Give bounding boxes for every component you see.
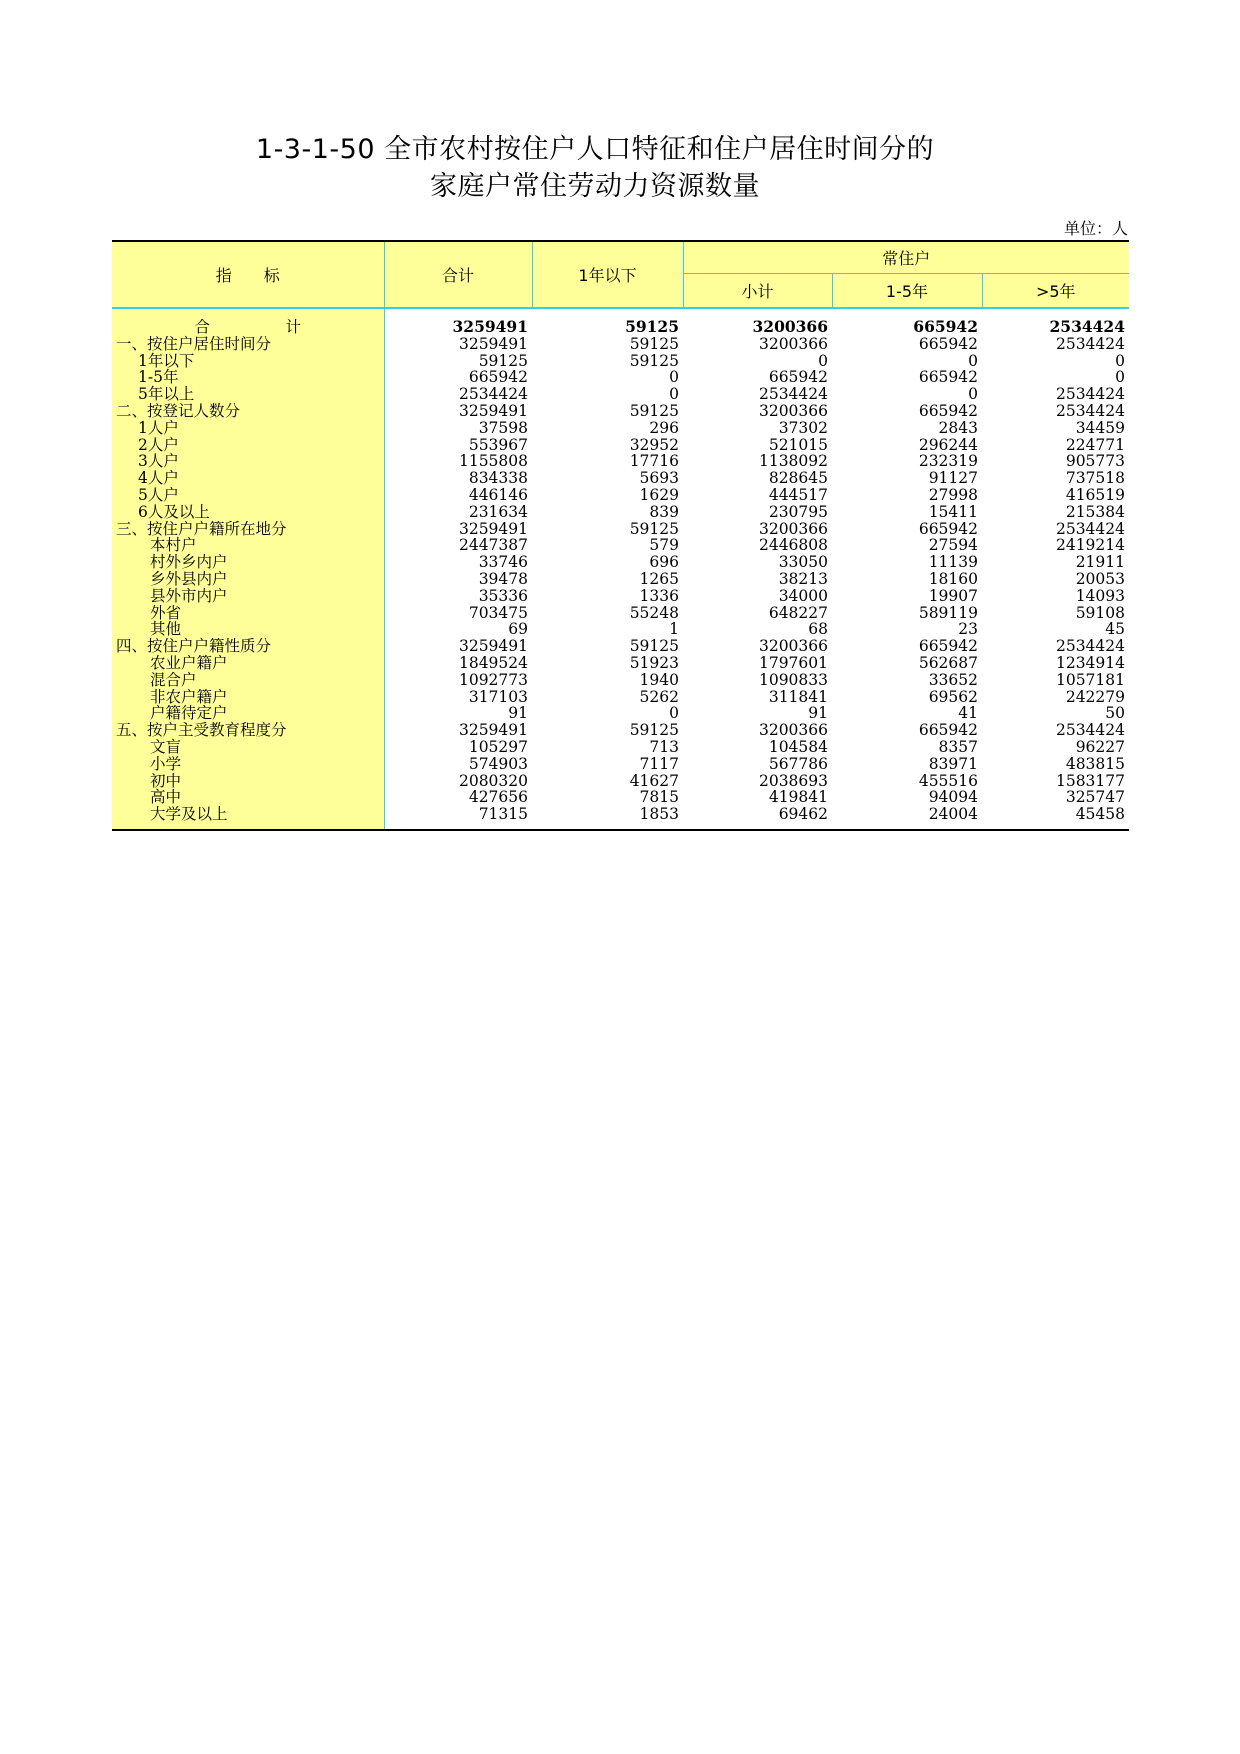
- cell-over-5-years: 0: [1115, 368, 1125, 387]
- cell-subtotal: 444517: [768, 485, 828, 504]
- row-label: 三、按住户户籍所在地分: [112, 521, 384, 538]
- cell-subtotal: 1138092: [758, 452, 828, 471]
- table-row: [112, 353, 1129, 370]
- cell-total: 1092773: [458, 670, 528, 689]
- table-row: [112, 504, 1129, 521]
- table-row: [112, 336, 1129, 353]
- cell-over-5-years: 483815: [1065, 754, 1125, 773]
- cell-subtotal: 2446808: [758, 536, 828, 555]
- cell-subtotal: 567786: [768, 754, 828, 773]
- cell-over-5-years: 416519: [1065, 485, 1125, 504]
- cell-1-5-years: 232319: [918, 452, 978, 471]
- table-row: [112, 537, 1129, 554]
- cell-under-1-year: 1853: [532, 806, 683, 830]
- table-row: [112, 605, 1129, 622]
- table-row: [112, 521, 1129, 538]
- cell-over-5-years: 325747: [1065, 788, 1125, 807]
- table-row: [112, 638, 1129, 655]
- cell-under-1-year: 1265: [639, 569, 679, 588]
- cell-over-5-years: 905773: [1065, 452, 1125, 471]
- cell-under-1-year: 713: [649, 737, 679, 756]
- cell-over-5-years: 2534424: [1055, 519, 1125, 538]
- table-row: [112, 403, 1129, 420]
- header-subtotal: 小计: [683, 274, 832, 309]
- cell-subtotal: 648227: [768, 603, 828, 622]
- cell-under-1-year: 59125: [629, 637, 679, 656]
- row-label: 四、按住户户籍性质分: [112, 638, 384, 655]
- cell-under-1-year: 32952: [629, 435, 679, 454]
- cell-subtotal: 230795: [768, 502, 828, 521]
- cell-1-5-years: 665942: [913, 317, 978, 336]
- cell-under-1-year: 41627: [629, 771, 679, 790]
- table-row: [112, 806, 1129, 830]
- cell-1-5-years: 665942: [918, 401, 978, 420]
- cell-total: 2080320: [458, 771, 528, 790]
- cell-1-5-years: 665942: [918, 368, 978, 387]
- header-under-1-year: 1年以下: [532, 241, 683, 308]
- cell-under-1-year: 51923: [629, 653, 679, 672]
- cell-under-1-year: 839: [649, 502, 679, 521]
- cell-under-1-year: 696: [649, 553, 679, 572]
- table-row: [112, 588, 1129, 605]
- header-indicator: 指 标: [112, 241, 384, 308]
- cell-total: 427656: [468, 788, 528, 807]
- cell-over-5-years: 1057181: [1055, 670, 1125, 689]
- cell-total: 37598: [478, 418, 528, 437]
- cell-over-5-years: 14093: [1075, 586, 1125, 605]
- cell-subtotal: 3200366: [758, 401, 828, 420]
- row-label: 其他: [112, 621, 384, 638]
- header-1-5-years: 1-5年: [832, 274, 982, 309]
- cell-total: 71315: [384, 806, 532, 830]
- cell-under-1-year: 5693: [639, 469, 679, 488]
- cell-total: 703475: [468, 603, 528, 622]
- cell-over-5-years: 2534424: [1055, 334, 1125, 353]
- cell-total: 317103: [468, 687, 528, 706]
- cell-over-5-years: 21911: [1075, 553, 1125, 572]
- cell-subtotal: 311841: [768, 687, 828, 706]
- cell-1-5-years: 18160: [928, 569, 978, 588]
- cell-total: 35336: [478, 586, 528, 605]
- cell-1-5-years: 455516: [918, 771, 978, 790]
- cell-over-5-years: 737518: [1065, 469, 1125, 488]
- cell-under-1-year: 17716: [629, 452, 679, 471]
- row-label: 户籍待定户: [112, 705, 384, 722]
- cell-subtotal: 34000: [778, 586, 828, 605]
- cell-over-5-years: 2534424: [1055, 637, 1125, 656]
- cell-1-5-years: 15411: [928, 502, 978, 521]
- cell-over-5-years: 2534424: [1049, 317, 1125, 336]
- cell-under-1-year: 0: [669, 368, 679, 387]
- cell-total: 574903: [468, 754, 528, 773]
- cell-over-5-years: 224771: [1065, 435, 1125, 454]
- row-label: 6人及以上: [112, 504, 384, 521]
- cell-under-1-year: 0: [669, 385, 679, 404]
- cell-under-1-year: 1629: [639, 485, 679, 504]
- cell-over-5-years: 59108: [1075, 603, 1125, 622]
- cell-subtotal: 1090833: [758, 670, 828, 689]
- row-label: 3人户: [112, 453, 384, 470]
- cell-subtotal: 68: [808, 620, 828, 639]
- row-label: 村外乡内户: [112, 554, 384, 571]
- row-label: 农业户籍户: [112, 655, 384, 672]
- table-row: [112, 789, 1129, 806]
- cell-total: 3259491: [458, 519, 528, 538]
- header-over-5-years: >5年: [982, 274, 1129, 309]
- cell-subtotal: 37302: [778, 418, 828, 437]
- cell-subtotal: 3200366: [758, 637, 828, 656]
- cell-total: 3259491: [458, 334, 528, 353]
- cell-over-5-years: 50: [1105, 704, 1125, 723]
- row-label: 五、按户主受教育程度分: [112, 722, 384, 739]
- cell-total: 105297: [468, 737, 528, 756]
- cell-over-5-years: 2534424: [1055, 385, 1125, 404]
- cell-over-5-years: 1234914: [1055, 653, 1125, 672]
- row-label: 外省: [112, 605, 384, 622]
- cell-total: 91: [508, 704, 528, 723]
- cell-total: 2534424: [458, 385, 528, 404]
- data-table: [112, 240, 1129, 831]
- cell-1-5-years: 11139: [928, 553, 978, 572]
- table-row: [112, 689, 1129, 706]
- table-row: [112, 554, 1129, 571]
- cell-over-5-years: 45: [1105, 620, 1125, 639]
- row-label: 5人户: [112, 487, 384, 504]
- table-row: [112, 386, 1129, 403]
- row-label: 5年以上: [112, 386, 384, 403]
- cell-total: 3259491: [452, 317, 528, 336]
- cell-under-1-year: 55248: [629, 603, 679, 622]
- cell-over-5-years: 0: [1115, 351, 1125, 370]
- cell-1-5-years: 19907: [928, 586, 978, 605]
- cell-subtotal: 2534424: [758, 385, 828, 404]
- cell-total: 446146: [468, 485, 528, 504]
- cell-subtotal: 91: [808, 704, 828, 723]
- cell-total: 1155808: [458, 452, 528, 471]
- cell-subtotal: 3200366: [758, 334, 828, 353]
- row-label: 小学: [112, 756, 384, 773]
- row-label: 本村户: [112, 537, 384, 554]
- cell-1-5-years: 2843: [938, 418, 978, 437]
- table-row: [112, 773, 1129, 790]
- cell-subtotal: 104584: [768, 737, 828, 756]
- table-row: [112, 739, 1129, 756]
- cell-total: 665942: [468, 368, 528, 387]
- cell-1-5-years: 0: [968, 385, 978, 404]
- cell-1-5-years: 41: [958, 704, 978, 723]
- cell-under-1-year: 59125: [629, 351, 679, 370]
- cell-subtotal: 3200366: [752, 317, 828, 336]
- cell-subtotal: 38213: [778, 569, 828, 588]
- cell-total: 553967: [468, 435, 528, 454]
- table-row: [112, 672, 1129, 689]
- table-row: [112, 437, 1129, 454]
- cell-under-1-year: 0: [669, 704, 679, 723]
- cell-over-5-years: 215384: [1065, 502, 1125, 521]
- cell-subtotal: 2038693: [758, 771, 828, 790]
- page-title-line2: 家庭户常住劳动力资源数量: [430, 171, 760, 202]
- cell-total: 1849524: [458, 653, 528, 672]
- cell-subtotal: 419841: [768, 788, 828, 807]
- cell-total: 231634: [468, 502, 528, 521]
- cell-over-5-years: 1583177: [1055, 771, 1125, 790]
- row-label: 4人户: [112, 470, 384, 487]
- cell-under-1-year: 1940: [639, 670, 679, 689]
- cell-1-5-years: 665942: [918, 637, 978, 656]
- row-label: 二、按登记人数分: [112, 403, 384, 420]
- cell-total: 3259491: [458, 637, 528, 656]
- page-title-line1: 1-3-1-50 全市农村按住户人口特征和住户居住时间分的: [255, 134, 935, 165]
- cell-over-5-years: 2534424: [1055, 721, 1125, 740]
- cell-subtotal: 828645: [768, 469, 828, 488]
- header-total: 合计: [384, 241, 532, 308]
- table-row: [112, 420, 1129, 437]
- cell-1-5-years: 562687: [918, 653, 978, 672]
- cell-subtotal: 3200366: [758, 519, 828, 538]
- cell-subtotal: 33050: [778, 553, 828, 572]
- cell-1-5-years: 8357: [938, 737, 978, 756]
- row-label: 乡外县内户: [112, 571, 384, 588]
- cell-1-5-years: 665942: [918, 519, 978, 538]
- cell-1-5-years: 33652: [928, 670, 978, 689]
- cell-under-1-year: 7815: [639, 788, 679, 807]
- table-row: [112, 756, 1129, 773]
- row-label: 1年以下: [112, 353, 384, 370]
- table-row: [112, 571, 1129, 588]
- cell-1-5-years: 91127: [928, 469, 978, 488]
- cell-1-5-years: 0: [968, 351, 978, 370]
- cell-under-1-year: 59125: [629, 401, 679, 420]
- cell-total: 33746: [478, 553, 528, 572]
- cell-under-1-year: 59125: [629, 334, 679, 353]
- cell-under-1-year: 59125: [629, 519, 679, 538]
- cell-1-5-years: 589119: [918, 603, 978, 622]
- cell-subtotal: 521015: [768, 435, 828, 454]
- table-row: [112, 470, 1129, 487]
- cell-under-1-year: 1336: [639, 586, 679, 605]
- row-label: 合 计: [112, 319, 384, 336]
- row-label: 高中: [112, 789, 384, 806]
- table-row: [112, 319, 1129, 336]
- cell-subtotal: 0: [818, 351, 828, 370]
- table-row: [112, 453, 1129, 470]
- row-label: 混合户: [112, 672, 384, 689]
- cell-total: 59125: [478, 351, 528, 370]
- cell-subtotal: 69462: [683, 806, 832, 830]
- cell-1-5-years: 83971: [928, 754, 978, 773]
- cell-1-5-years: 24004: [832, 806, 982, 830]
- cell-under-1-year: 1: [669, 620, 679, 639]
- cell-1-5-years: 94094: [928, 788, 978, 807]
- header-resident: 常住户: [683, 241, 1129, 274]
- table-row: [112, 369, 1129, 386]
- cell-over-5-years: 20053: [1075, 569, 1125, 588]
- cell-1-5-years: 665942: [918, 721, 978, 740]
- cell-over-5-years: 45458: [982, 806, 1129, 830]
- cell-over-5-years: 2419214: [1055, 536, 1125, 555]
- cell-1-5-years: 23: [958, 620, 978, 639]
- cell-total: 2447387: [458, 536, 528, 555]
- table-row: [112, 705, 1129, 722]
- row-label: 文盲: [112, 739, 384, 756]
- cell-1-5-years: 69562: [928, 687, 978, 706]
- cell-under-1-year: 7117: [639, 754, 679, 773]
- cell-1-5-years: 296244: [918, 435, 978, 454]
- cell-under-1-year: 296: [649, 418, 679, 437]
- row-label: 非农户籍户: [112, 689, 384, 706]
- cell-under-1-year: 5262: [639, 687, 679, 706]
- table-row: [112, 487, 1129, 504]
- cell-over-5-years: 242279: [1065, 687, 1125, 706]
- cell-under-1-year: 59125: [629, 721, 679, 740]
- cell-over-5-years: 2534424: [1055, 401, 1125, 420]
- row-label: 县外市内户: [112, 588, 384, 605]
- cell-over-5-years: 34459: [1075, 418, 1125, 437]
- cell-total: 39478: [478, 569, 528, 588]
- row-label: 2人户: [112, 437, 384, 454]
- row-label: 1-5年: [112, 369, 384, 386]
- cell-total: 834338: [468, 469, 528, 488]
- cell-1-5-years: 665942: [918, 334, 978, 353]
- table-row: [112, 621, 1129, 638]
- cell-subtotal: 1797601: [758, 653, 828, 672]
- row-label: 1人户: [112, 420, 384, 437]
- table-row: [112, 722, 1129, 739]
- cell-total: 3259491: [458, 401, 528, 420]
- table-row: [112, 655, 1129, 672]
- cell-under-1-year: 59125: [625, 317, 679, 336]
- row-label: 初中: [112, 773, 384, 790]
- unit-label: 单位：人: [1063, 219, 1128, 238]
- row-label: 大学及以上: [112, 806, 384, 830]
- cell-under-1-year: 579: [649, 536, 679, 555]
- cell-subtotal: 3200366: [758, 721, 828, 740]
- row-label: 一、按住户居住时间分: [112, 336, 384, 353]
- cell-total: 69: [508, 620, 528, 639]
- cell-over-5-years: 96227: [1075, 737, 1125, 756]
- cell-subtotal: 665942: [768, 368, 828, 387]
- cell-1-5-years: 27998: [928, 485, 978, 504]
- cell-1-5-years: 27594: [928, 536, 978, 555]
- cell-total: 3259491: [458, 721, 528, 740]
